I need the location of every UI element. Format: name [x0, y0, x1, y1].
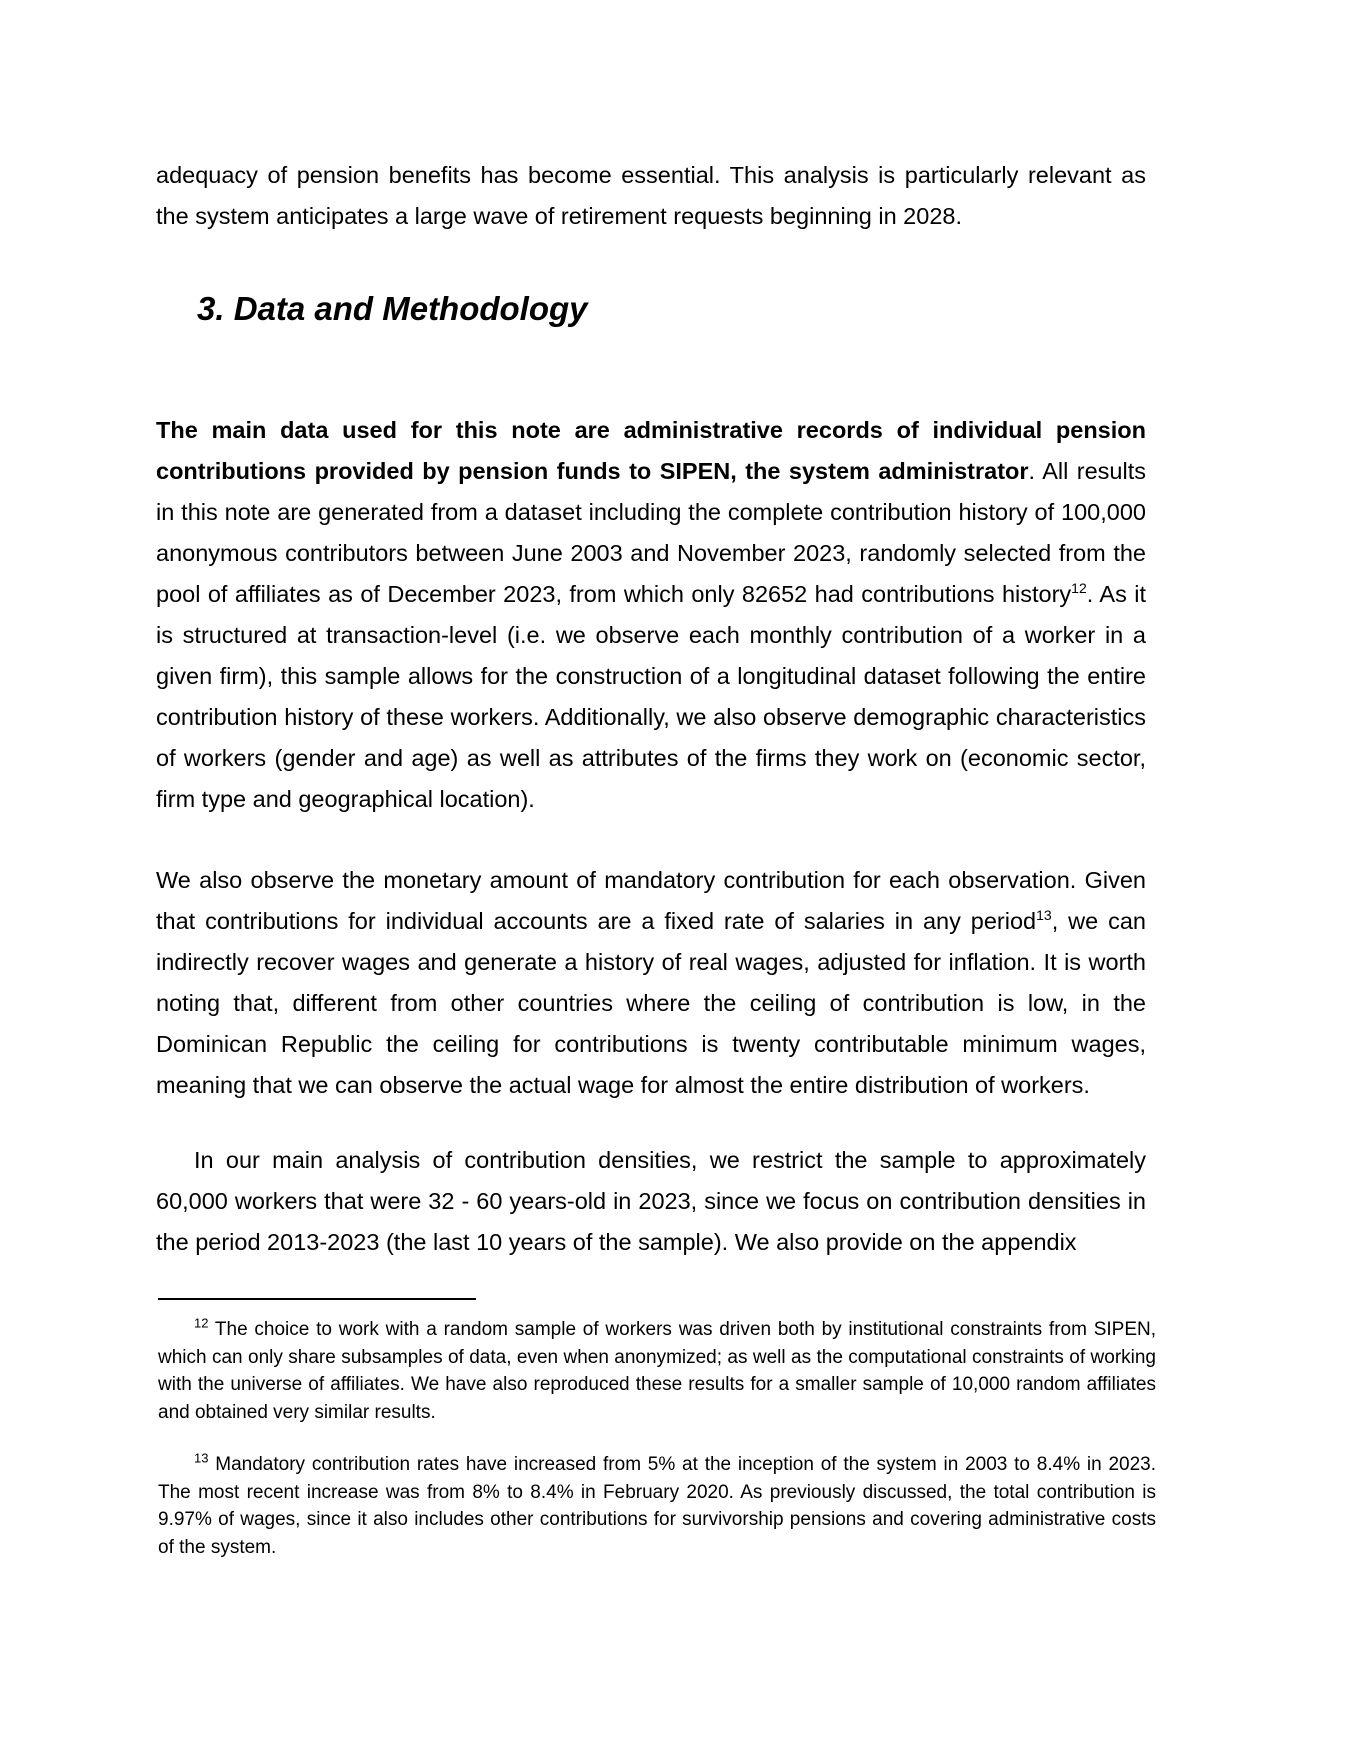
section-heading: 3. Data and Methodology [197, 290, 588, 327]
footnote-12-text: The choice to work with a random sample of workers was driven both by institutional constraints from SIPEN, which can only share subsamples of data, even when anonymized; as well as the computational constraints of working with the universe of affiliates. We have also reproduced these results for a smaller sample of 10,000 random affiliates and obtained very similar results. [158, 1319, 1156, 1423]
wages-paragraph-text-a: We also observe the monetary amount of mandatory contribution for each observation. Given that contributions for individual accounts are a fixed rate of salaries in any period [156, 867, 1146, 934]
footnote-13-mark: 13 [194, 1450, 209, 1466]
data-paragraph-text-a: . All results in this note are generated from a dataset including the complete contribution history of 100,000 anonymous contributors between June 2003 and November 2023, randomly selected from the pool of affiliates as of December 2023, from which only 82652 had contributions history [156, 458, 1146, 607]
footnote-separator [158, 1298, 476, 1300]
sample-paragraph: In our main analysis of contribution densities, we restrict the sample to approximately 60,000 workers that were 32 - 60 years-old in 2023, since we focus on contribution densities in the period 2013-2023 (the last 10 years of the sample). We also provide on the appendix [156, 1147, 1146, 1255]
footnote-13-text: Mandatory contribution rates have increased from 5% at the inception of the system in 2003 to 8.4% in 2023. The most recent increase was from 8% to 8.4% in February 2020. As previously discussed, the total contribution is 9.97% of wages, since it also includes other contributions for survivorship pensions and covering administrative costs of the system. [158, 1454, 1157, 1558]
footnote-ref-12[interactable]: 12 [1071, 580, 1087, 597]
data-paragraph-bold-lead: The main data used for this note are administrative records of individual pension contributions provided by pension funds to SIPEN, the system administrator [156, 417, 1146, 484]
footnote-ref-13[interactable]: 13 [1036, 907, 1052, 924]
data-paragraph-text-b: . As it is structured at transaction-level (i.e. we observe each monthly contribution of a worker in a given firm), this sample allows for the construction of a longitudinal dataset following the entire contribution history of these workers. Additionally, we also observe demographic characteristics of workers (gender and age) as well as attributes of the firms they work on (economic sector, firm type and geographical location). [156, 581, 1146, 812]
wages-paragraph [156, 860, 1146, 1106]
footnote-12-mark: 12 [194, 1315, 209, 1331]
intro-paragraph: adequacy of pension benefits has become essential. This analysis is particularly relevant as the system anticipates a large wave of retirement requests beginning in 2028. [156, 162, 1146, 229]
footnote-13 [158, 1451, 1156, 1561]
footnote-12 [158, 1316, 1156, 1426]
wages-paragraph-text-b: , we can indirectly recover wages and generate a history of real wages, adjusted for inflation. It is worth noting that, different from other countries where the ceiling of contribution is low, in the Dominican Republic the ceiling for contributions is twenty contributable minimum wages, meaning that we can observe the actual wage for almost the entire distribution of workers. [156, 908, 1146, 1098]
data-paragraph [156, 410, 1146, 820]
